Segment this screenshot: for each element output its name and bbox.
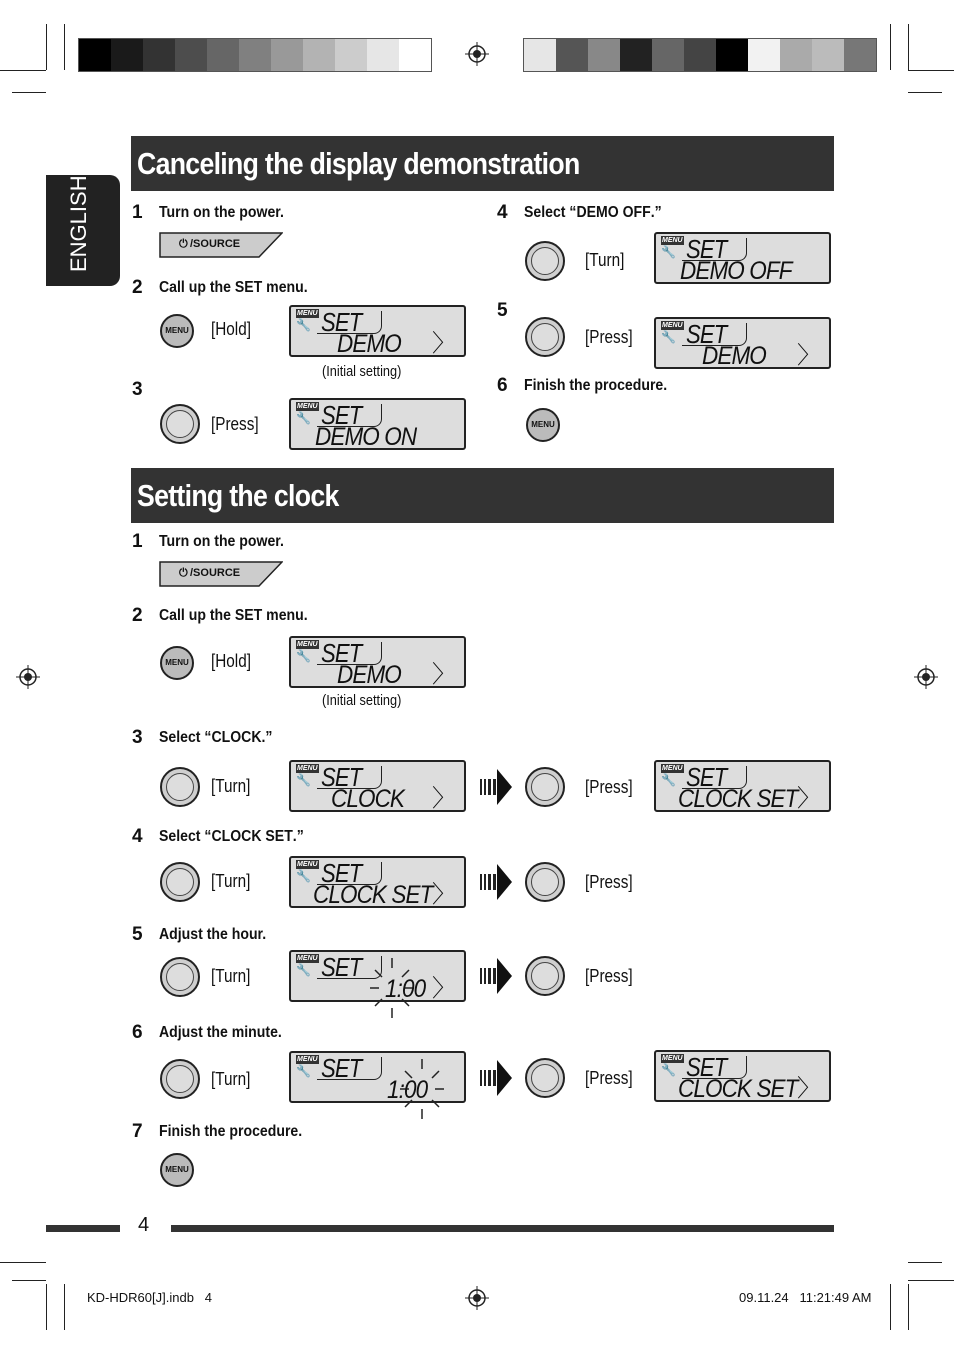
color-swatch: [399, 39, 431, 71]
lcd-set-label: SET: [321, 638, 362, 668]
lcd-set-label: SET: [686, 234, 727, 264]
color-swatch: [716, 39, 748, 71]
wrench-icon: 🔧: [661, 330, 676, 344]
step-number: 6: [497, 375, 508, 396]
lcd-menu-label: MENU: [297, 1056, 318, 1063]
page-number: 4: [138, 1214, 150, 1236]
lcd-set-label: SET: [686, 319, 727, 349]
language-tab-label: ENGLISH: [66, 175, 91, 272]
lcd-menu-label: MENU: [297, 310, 318, 317]
bottom-rule: [171, 1225, 834, 1232]
chevron-right-icon: 〉: [432, 660, 456, 688]
lcd-display: [289, 305, 466, 357]
action-label: [Hold]: [211, 319, 251, 339]
action-label: [Press]: [585, 966, 633, 986]
control-dial[interactable]: [525, 956, 565, 996]
step-number: 5: [132, 924, 143, 945]
step-number: 2: [132, 277, 143, 298]
lcd-set-label: SET: [686, 1052, 727, 1082]
step-number: 4: [132, 826, 143, 847]
lcd-display: [654, 1050, 831, 1102]
step-text: Call up the SET menu.: [159, 607, 308, 624]
crop-mark: [64, 1284, 65, 1330]
step-text: Select “CLOCK SET.”: [159, 828, 304, 845]
lcd-main-text: DEMO: [337, 661, 401, 689]
crop-mark: [46, 1284, 47, 1330]
lcd-set-label: SET: [321, 858, 362, 888]
next-arrow-icon: [480, 767, 512, 807]
wrench-icon: 🔧: [296, 318, 311, 332]
color-swatch: [748, 39, 780, 71]
step-text: Finish the procedure.: [524, 377, 668, 394]
control-dial[interactable]: [160, 1059, 200, 1099]
step-number: 1: [132, 531, 143, 552]
section-header-clock: [131, 468, 834, 523]
chevron-right-icon: 〉: [432, 784, 456, 812]
color-swatch: [111, 39, 143, 71]
power-source-button[interactable]: [159, 232, 283, 258]
chevron-right-icon: 〉: [797, 1074, 821, 1102]
chevron-right-icon: 〉: [432, 329, 456, 357]
lcd-set-label: SET: [321, 307, 362, 337]
action-label: [Turn]: [211, 1069, 251, 1089]
action-label: [Press]: [585, 872, 633, 892]
action-label: [Press]: [211, 414, 259, 434]
lcd-menu-label: MENU: [662, 237, 683, 244]
action-label: [Press]: [585, 777, 633, 797]
wrench-icon: 🔧: [296, 773, 311, 787]
registration-mark-icon: [465, 42, 489, 66]
action-label: [Turn]: [211, 966, 251, 986]
color-swatch: [143, 39, 175, 71]
step-number: 1: [132, 202, 143, 223]
color-swatch: [367, 39, 399, 71]
lcd-menu-label: MENU: [662, 1055, 683, 1062]
color-swatch: [556, 39, 588, 71]
section-title: Setting the clock: [137, 478, 339, 513]
color-swatch: [239, 39, 271, 71]
lcd-main-text: 1:00: [387, 1076, 428, 1104]
crop-mark: [908, 1280, 954, 1281]
crop-mark: [890, 1284, 891, 1330]
color-swatch: [207, 39, 239, 71]
step-number: 7: [132, 1121, 143, 1142]
lcd-display: [289, 760, 466, 812]
step-number: 3: [132, 379, 143, 400]
lcd-main-text: CLOCK: [331, 785, 405, 813]
step-text: Turn on the power.: [159, 533, 284, 550]
color-swatch: [620, 39, 652, 71]
lcd-set-label: SET: [321, 952, 362, 982]
lcd-set-label: SET: [321, 1053, 362, 1083]
lcd-display: [654, 760, 831, 812]
crop-mark: [12, 92, 46, 93]
control-dial[interactable]: [525, 862, 565, 902]
registration-mark-icon: [465, 1286, 489, 1310]
next-arrow-icon: [480, 1058, 512, 1098]
step-text: Finish the procedure.: [159, 1123, 303, 1140]
lcd-set-label: SET: [321, 400, 362, 430]
note-text: (Initial setting): [322, 692, 402, 709]
lcd-menu-label: MENU: [297, 955, 318, 962]
registration-mark-icon: [914, 665, 938, 689]
color-swatch: [844, 39, 876, 71]
crop-mark: [0, 1262, 46, 1263]
step-number: 2: [132, 605, 143, 626]
step-text: Select “CLOCK.”: [159, 729, 273, 746]
wrench-icon: 🔧: [661, 245, 676, 259]
chevron-right-icon: 〉: [797, 784, 821, 812]
section-title: Canceling the display demonstration: [137, 146, 580, 181]
lcd-display: [289, 950, 466, 1002]
menu-button[interactable]: MENU: [160, 314, 194, 348]
lcd-main-text: CLOCK SET: [678, 785, 798, 813]
color-swatch: [588, 39, 620, 71]
next-arrow-icon: [480, 956, 512, 996]
crop-mark: [64, 24, 65, 70]
action-label: [Turn]: [211, 776, 251, 796]
registration-mark-icon: [16, 665, 40, 689]
step-text: Select “DEMO OFF.”: [524, 204, 662, 221]
menu-button[interactable]: MENU: [160, 646, 194, 680]
lcd-display: [289, 636, 466, 688]
lcd-main-text: DEMO: [337, 330, 401, 358]
control-dial[interactable]: [525, 1058, 565, 1098]
lcd-menu-label: MENU: [297, 403, 318, 410]
source-label: /SOURCE: [190, 238, 241, 250]
step-text: Turn on the power.: [159, 204, 284, 221]
power-source-button[interactable]: [159, 561, 283, 587]
lcd-main-text: DEMO ON: [315, 423, 417, 451]
control-dial[interactable]: [160, 862, 200, 902]
lcd-display: [289, 398, 466, 450]
step-number: 6: [132, 1022, 143, 1043]
control-dial[interactable]: [525, 317, 565, 357]
control-dial[interactable]: [525, 241, 565, 281]
lcd-main-text: CLOCK SET: [313, 881, 433, 909]
control-dial[interactable]: [525, 767, 565, 807]
wrench-icon: 🔧: [661, 1063, 676, 1077]
step-number: 4: [497, 202, 508, 223]
lcd-main-text: DEMO OFF: [680, 257, 792, 285]
lcd-menu-label: MENU: [662, 765, 683, 772]
power-icon: ⏻: [179, 238, 188, 250]
control-dial[interactable]: [160, 404, 200, 444]
lcd-display: [654, 317, 831, 369]
wrench-icon: 🔧: [296, 1064, 311, 1078]
bottom-rule: [46, 1225, 120, 1232]
chevron-right-icon: 〉: [432, 974, 456, 1002]
color-swatch: [271, 39, 303, 71]
next-arrow-icon: [480, 862, 512, 902]
step-text: Adjust the hour.: [159, 926, 267, 943]
color-calibration-bar-right: [523, 38, 877, 72]
color-swatch: [780, 39, 812, 71]
step-number: 3: [132, 727, 143, 748]
footer-filename: KD-HDR60[J].indb 4: [87, 1290, 212, 1305]
lcd-main-text: DEMO: [702, 342, 766, 370]
action-label: [Turn]: [585, 250, 625, 270]
lcd-menu-label: MENU: [297, 765, 318, 772]
power-icon: ⏻: [179, 567, 188, 579]
crop-mark: [908, 70, 954, 71]
color-calibration-bar-left: [78, 38, 432, 72]
crop-mark: [908, 1284, 909, 1330]
color-swatch: [652, 39, 684, 71]
control-dial[interactable]: [160, 767, 200, 807]
chevron-right-icon: 〉: [797, 341, 821, 369]
crop-mark: [908, 1262, 942, 1263]
wrench-icon: 🔧: [296, 963, 311, 977]
color-swatch: [175, 39, 207, 71]
action-label: [Press]: [585, 327, 633, 347]
crop-mark: [890, 24, 891, 70]
color-swatch: [303, 39, 335, 71]
source-label: /SOURCE: [190, 567, 241, 579]
wrench-icon: 🔧: [661, 773, 676, 787]
color-swatch: [335, 39, 367, 71]
lcd-menu-label: MENU: [662, 322, 683, 329]
menu-button[interactable]: MENU: [160, 1153, 194, 1187]
lcd-display: [289, 1051, 466, 1103]
control-dial[interactable]: [160, 957, 200, 997]
note-text: (Initial setting): [322, 363, 402, 380]
action-label: [Turn]: [211, 871, 251, 891]
lcd-set-label: SET: [686, 762, 727, 792]
lcd-menu-label: MENU: [297, 861, 318, 868]
crop-mark: [46, 24, 47, 70]
step-text: Call up the SET menu.: [159, 279, 308, 296]
lcd-set-label: SET: [321, 762, 362, 792]
color-swatch: [684, 39, 716, 71]
lcd-display: [289, 856, 466, 908]
lcd-main-text: CLOCK SET: [678, 1075, 798, 1103]
action-label: [Press]: [585, 1068, 633, 1088]
lcd-menu-label: MENU: [297, 641, 318, 648]
wrench-icon: 🔧: [296, 411, 311, 425]
language-tab: [46, 175, 120, 286]
step-text: Adjust the minute.: [159, 1024, 282, 1041]
wrench-icon: 🔧: [296, 869, 311, 883]
color-swatch: [524, 39, 556, 71]
lcd-display: [654, 232, 831, 284]
crop-mark: [908, 92, 942, 93]
color-swatch: [79, 39, 111, 71]
chevron-right-icon: 〉: [432, 880, 456, 908]
step-number: 5: [497, 300, 508, 321]
color-swatch: [812, 39, 844, 71]
lcd-main-text: 1:00: [385, 975, 426, 1003]
crop-mark: [0, 70, 46, 71]
crop-mark: [908, 24, 909, 70]
wrench-icon: 🔧: [296, 649, 311, 663]
footer-timestamp: 09.11.24 11:21:49 AM: [739, 1290, 872, 1305]
menu-button[interactable]: MENU: [526, 408, 560, 442]
crop-mark: [12, 1280, 46, 1281]
section-header-demo: [131, 136, 834, 191]
action-label: [Hold]: [211, 651, 251, 671]
